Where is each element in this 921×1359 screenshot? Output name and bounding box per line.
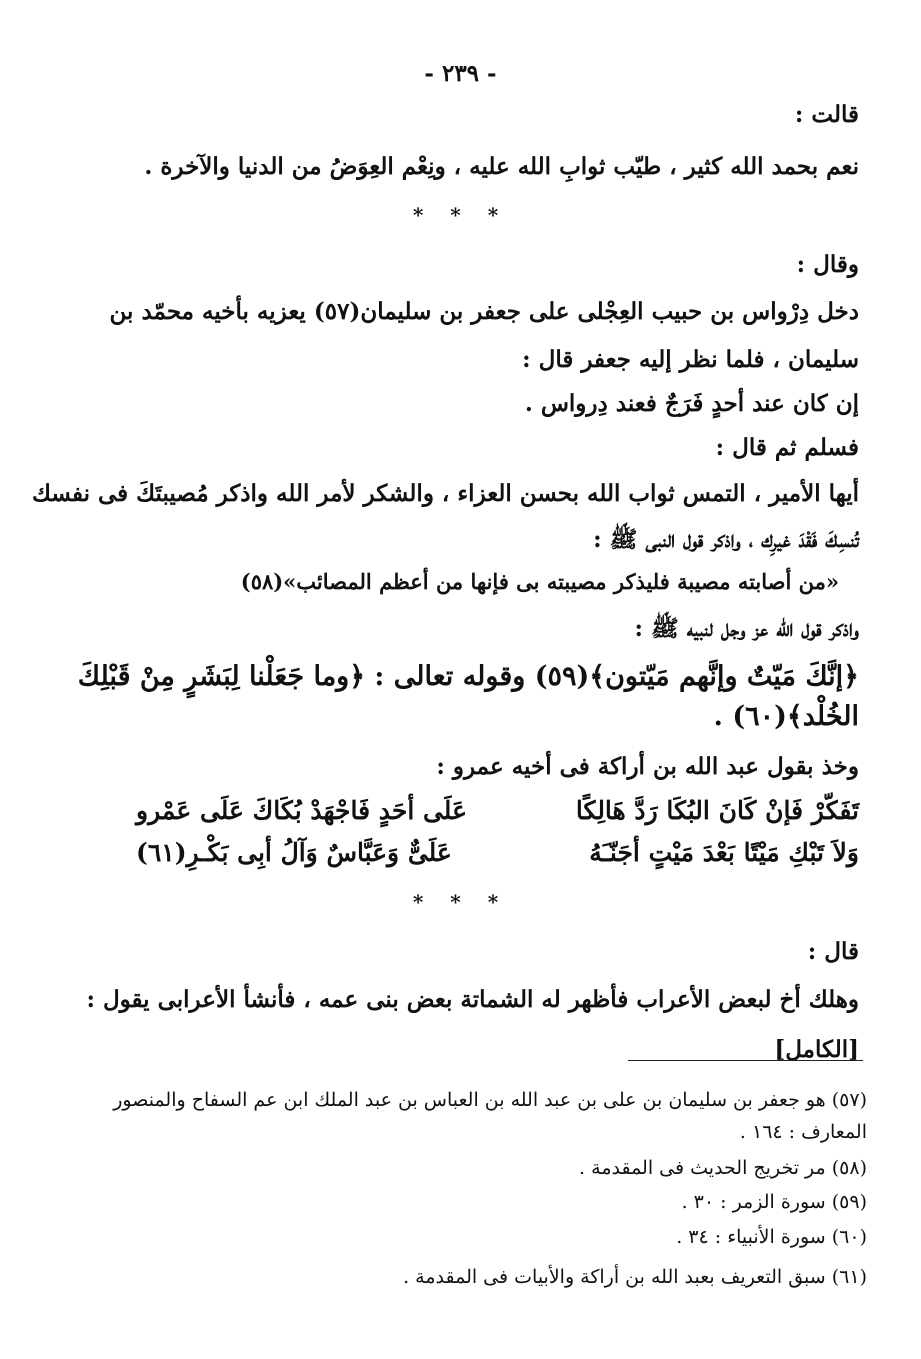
poem-verse-2-second-hemistich: عَلَىٌّ وَعَبَّاسٌ وَآلُ أبِى بَكْـرِ(٦١) bbox=[136, 838, 452, 867]
hadith-quote: «من أصابته مصيبة فليذكر مصيبته بى فإنها من أعظم المصائب»(٥٨) bbox=[240, 569, 839, 594]
body-line: فسلم ثم قال : bbox=[715, 434, 859, 461]
footnote: (٦١) سبق التعريف بعبد الله بن أراكة والأبيات فى المقدمة . bbox=[403, 1266, 867, 1288]
page-number: - ٢٣٩ - bbox=[424, 60, 497, 87]
footnote-divider bbox=[628, 1060, 863, 1061]
footnote: (٥٧) هو جعفر بن سليمان بن على بن عبد الله بن العباس بن عبد الملك ابن عم السفاح والمنصور bbox=[113, 1089, 867, 1111]
body-line: وهلك أخ لبعض الأعراب فأظهر له الشماتة بعض بنى عمه ، فأنشأ الأعرابى يقول : bbox=[86, 986, 859, 1013]
quran-quote-line: الخُلْد﴾(٦٠) . bbox=[713, 701, 859, 732]
footnote: (٥٨) مر تخريج الحديث فى المقدمة . bbox=[579, 1157, 867, 1179]
body-line: واذكر قول الله عز وجل لنبيه ﷺ : bbox=[634, 615, 859, 642]
section-separator: * * * bbox=[412, 890, 509, 914]
body-line: نعم بحمد الله كثير ، طيّب ثوابِ الله عليه ، ونِعْم العِوَضُ من الدنيا والآخرة . bbox=[144, 153, 859, 180]
speaker-line: وقال : bbox=[796, 251, 859, 278]
quran-quote-line: ﴿إنَّكَ مَيّتٌ وإنَّهم مَيّتون﴾(٥٩) وقوله تعالى : ﴿وما جَعَلْنا لِبَشَرٍ مِنْ قَبْلِكَ bbox=[77, 661, 859, 692]
body-line: دخل دِرْواس بن حبيب العِجْلى على جعفر بن سليمان(٥٧) يعزيه بأخيه محمّد بن bbox=[109, 298, 859, 325]
footnote: (٦٠) سورة الأنبياء : ٣٤ . bbox=[676, 1226, 867, 1248]
poem-verse-2-first-hemistich: وَلاَ تَبْكِ مَيْتًا بَعْدَ مَيْتٍ أجَنّـَهُ bbox=[589, 838, 859, 867]
meter-label: [الكامل] bbox=[774, 1036, 859, 1063]
body-line: إن كان عند أحدٍ فَرَجٌ فعند دِرواس . bbox=[524, 390, 859, 417]
poem-verse-1-first-hemistich: تَفَكّرْ فَإنْ كَانَ البُكَا رَدَّ هَالِكًا bbox=[575, 796, 859, 825]
speaker-line: قالت : bbox=[794, 101, 859, 128]
speaker-line: قال : bbox=[807, 938, 859, 965]
body-line: وخذ بقول عبد الله بن أراكة فى أخيه عمرو : bbox=[436, 753, 859, 780]
section-separator: * * * bbox=[412, 203, 509, 227]
footnote: المعارف : ١٦٤ . bbox=[739, 1121, 867, 1143]
body-line: أيها الأمير ، التمس ثواب الله بحسن العزاء ، والشكر لأمر الله واذكر مُصيبتَكَ فى نفسك bbox=[32, 480, 859, 507]
footnote: (٥٩) سورة الزمر : ٣٠ . bbox=[681, 1191, 867, 1213]
body-line: سليمان ، فلما نظر إليه جعفر قال : bbox=[522, 346, 859, 373]
body-line: تُنسِكَ فَقْدَ غيرِك ، واذكر قول النبى ﷺ : bbox=[593, 526, 859, 553]
poem-verse-1-second-hemistich: عَلَى أحَدٍ فَاجْهَدْ بُكَاكَ عَلَى عَمْرو bbox=[136, 796, 467, 825]
